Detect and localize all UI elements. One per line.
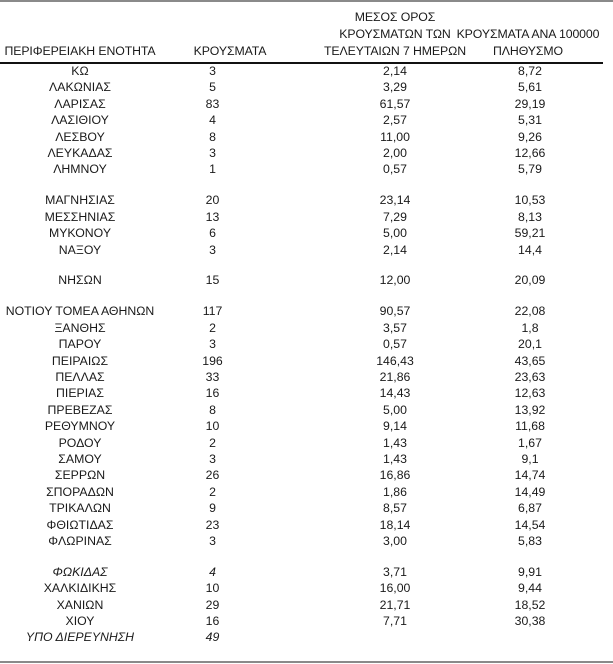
cell-per100k: 5,61: [518, 80, 542, 95]
cell-region: ΠΕΙΡΑΙΩΣ: [51, 353, 109, 368]
cell-region: ΣΠΟΡΑΔΩΝ: [46, 484, 114, 499]
cell-cases: 3: [209, 451, 216, 466]
cell-cases: 16: [205, 386, 220, 401]
cell-cases: 1: [209, 162, 216, 177]
cell-cases: 26: [205, 468, 220, 483]
cell-region: ΛΕΥΚΑΔΑΣ: [47, 145, 113, 160]
cell-cases: 3: [209, 337, 216, 352]
cell-avg7: 18,14: [379, 517, 411, 532]
cell-per100k: 13,92: [514, 402, 546, 417]
cell-avg7: 3,71: [383, 564, 407, 579]
cell-avg7: 16,86: [379, 468, 411, 483]
table-row: [0, 517, 613, 533]
header-cases-line: ΚΡΟΥΣΜΑΤΑ: [193, 44, 267, 58]
cell-per100k: 9,44: [518, 581, 542, 596]
cell-region: ΦΩΚΙΔΑΣ: [52, 564, 108, 579]
cell-cases: 16: [205, 614, 220, 629]
cell-avg7: 14,43: [379, 386, 411, 401]
cell-region: ΤΡΙΚΑΛΩΝ: [49, 501, 111, 516]
cell-per100k: 14,54: [514, 517, 546, 532]
cell-per100k: 12,66: [514, 145, 546, 160]
cell-cases: 20: [205, 193, 220, 208]
cell-cases: 5: [209, 80, 216, 95]
table-row: [0, 320, 613, 336]
cell-avg7: 7,29: [383, 209, 407, 224]
cell-avg7: 2,57: [383, 113, 407, 128]
cell-cases: 49: [205, 630, 220, 645]
header-avg7-line-1: ΜΕΣΟΣ ΟΡΟΣ: [354, 10, 436, 24]
table-row: [0, 209, 613, 225]
header-avg7-line-2: ΚΡΟΥΣΜΑΤΩΝ ΤΩΝ: [339, 27, 451, 41]
table-row: [0, 451, 613, 467]
cell-per100k: 22,08: [514, 304, 546, 319]
cell-per100k: 59,21: [514, 226, 546, 241]
cell-region: ΝΗΣΩΝ: [58, 273, 102, 288]
cell-per100k: 8,72: [518, 64, 542, 78]
table-row: [0, 369, 613, 385]
cell-region: ΛΗΜΝΟΥ: [53, 162, 107, 177]
cell-per100k: 14,74: [514, 468, 546, 483]
cell-per100k: 29,19: [514, 96, 546, 111]
cell-avg7: 3,00: [383, 533, 407, 548]
table-row: [0, 112, 613, 128]
cell-avg7: 1,43: [383, 435, 407, 450]
cell-region: ΜΥΚΟΝΟΥ: [48, 226, 112, 241]
cell-region: ΧΙΟΥ: [65, 614, 95, 629]
table-row: [0, 129, 613, 145]
table-body: [0, 63, 613, 646]
cell-cases: 3: [209, 145, 216, 160]
header-per100k: [448, 26, 608, 60]
cell-cases: 2: [209, 484, 216, 499]
cell-per100k: 20,1: [518, 337, 542, 352]
cell-region: ΧΑΛΚΙΔΙΚΗΣ: [43, 581, 117, 596]
cell-per100k: 5,79: [518, 162, 542, 177]
cell-cases: 9: [209, 501, 216, 516]
table-row: [0, 484, 613, 500]
table-row: [0, 242, 613, 258]
table-header: [0, 0, 613, 62]
cell-cases: 3: [209, 64, 216, 78]
cell-per100k: 10,53: [514, 193, 546, 208]
cell-per100k: 23,63: [514, 370, 546, 385]
cell-avg7: 61,57: [379, 96, 411, 111]
table-row: [0, 161, 613, 177]
cell-avg7: 90,57: [379, 304, 411, 319]
header-cases: [180, 43, 280, 60]
cell-per100k: 18,52: [514, 597, 546, 612]
spacer-row: [0, 178, 613, 193]
cell-avg7: 1,86: [383, 484, 407, 499]
cell-region: ΠΡΕΒΕΖΑΣ: [47, 402, 113, 417]
cell-cases: 3: [209, 533, 216, 548]
cell-per100k: 30,38: [514, 614, 546, 629]
cell-region: ΜΕΣΣΗΝΙΑΣ: [44, 209, 116, 224]
cell-per100k: 12,63: [514, 386, 546, 401]
cell-cases: 8: [209, 129, 216, 144]
cell-cases: 2: [209, 435, 216, 450]
cell-per100k: 5,31: [518, 113, 542, 128]
cell-cases: 3: [209, 242, 216, 257]
cell-cases: 4: [209, 113, 216, 128]
cell-avg7: 21,86: [379, 370, 411, 385]
cell-region: ΛΑΡΙΣΑΣ: [54, 96, 106, 111]
cell-region: ΦΘΙΩΤΙΔΑΣ: [46, 517, 114, 532]
table-row: [0, 435, 613, 451]
cell-avg7: 11,00: [380, 129, 410, 144]
cell-cases: 15: [205, 273, 220, 288]
cell-region: ΠΙΕΡΙΑΣ: [56, 386, 104, 401]
cell-region: ΡΕΘΥΜΝΟΥ: [44, 419, 116, 434]
header-avg7-line-3: ΤΕΛΕΥΤΑΙΩΝ 7 ΗΜΕΡΩΝ: [324, 44, 466, 58]
table-row: [0, 303, 613, 319]
table-row: [0, 533, 613, 549]
table-row: [0, 613, 613, 629]
table-row: [0, 564, 613, 580]
header-per100k-line-1: ΚΡΟΥΣΜΑΤΑ ΑΝΑ 100000: [456, 27, 600, 41]
cell-region: ΥΠΟ ΔΙΕΡΕΥΝΗΣΗ: [25, 630, 135, 645]
cell-region: ΞΑΝΘΗΣ: [54, 320, 106, 335]
table-row: [0, 145, 613, 161]
cell-cases: 29: [205, 597, 220, 612]
cell-per100k: 43,65: [514, 353, 546, 368]
spacer-row: [0, 258, 613, 273]
cell-region: ΛΑΚΩΝΙΑΣ: [49, 80, 111, 95]
cell-avg7: 9,14: [383, 419, 407, 434]
cell-avg7: 5,00: [383, 226, 407, 241]
cell-avg7: 5,00: [383, 402, 407, 417]
cell-region: ΛΕΣΒΟΥ: [55, 129, 105, 144]
cell-per100k: 6,87: [518, 501, 542, 516]
table-row: [0, 336, 613, 352]
cell-avg7: 2,14: [383, 64, 407, 78]
cell-avg7: 3,57: [383, 320, 407, 335]
cell-region: ΠΑΡΟΥ: [58, 337, 102, 352]
table-row: [0, 402, 613, 418]
table-row: [0, 500, 613, 516]
cell-region: ΦΛΩΡΙΝΑΣ: [48, 533, 112, 548]
cell-avg7: 3,29: [383, 80, 407, 95]
table-row: [0, 192, 613, 208]
cell-region: ΡΟΔΟΥ: [58, 435, 102, 450]
cell-per100k: 11,68: [515, 419, 545, 434]
cell-cases: 196: [202, 353, 223, 368]
spacer-row: [0, 549, 613, 564]
cell-avg7: 12,00: [379, 273, 411, 288]
cell-cases: 10: [205, 419, 220, 434]
cell-cases: 10: [205, 581, 220, 596]
table-row: [0, 225, 613, 241]
cell-avg7: 2,00: [383, 145, 407, 160]
table-row: [0, 580, 613, 596]
table-row: [0, 418, 613, 434]
cell-region: ΠΕΛΛΑΣ: [55, 370, 105, 385]
cell-per100k: 9,26: [518, 129, 542, 144]
cell-cases: 23: [205, 517, 220, 532]
table-row: [0, 467, 613, 483]
table-row: [0, 79, 613, 95]
table-row: [0, 272, 613, 288]
cell-cases: 2: [209, 320, 216, 335]
table-row: [0, 597, 613, 613]
cell-cases: 33: [205, 370, 220, 385]
cell-avg7: 0,57: [383, 162, 407, 177]
cell-region: ΧΑΝΙΩΝ: [56, 597, 104, 612]
cell-cases: 4: [209, 564, 216, 579]
table-row: [0, 385, 613, 401]
cell-cases: 6: [209, 226, 216, 241]
cell-avg7: 16,00: [379, 581, 411, 596]
header-per100k-line-2: ΠΛΗΘΥΣΜΟ: [493, 44, 563, 58]
cell-per100k: 9,1: [521, 451, 539, 466]
cell-avg7: 7,71: [383, 614, 407, 629]
header-region-line: ΠΕΡΙΦΕΡΕΙΑΚΗ ΕΝΟΤΗΤΑ: [4, 44, 156, 58]
cell-avg7: 0,57: [383, 337, 407, 352]
cell-per100k: 1,8: [521, 320, 539, 335]
cell-region: ΝΟΤΙΟΥ ΤΟΜΕΑ ΑΘΗΝΩΝ: [5, 304, 155, 319]
table-row: [0, 353, 613, 369]
cell-avg7: 2,14: [383, 242, 407, 257]
cell-per100k: 14,4: [518, 242, 542, 257]
cell-per100k: 9,91: [518, 564, 542, 579]
cell-avg7: 8,57: [383, 501, 407, 516]
cell-avg7: 23,14: [379, 193, 411, 208]
cell-region: ΣΑΜΟΥ: [58, 451, 102, 466]
cell-per100k: 14,49: [514, 484, 546, 499]
cell-region: ΣΕΡΡΩΝ: [54, 468, 106, 483]
bottom-border: [0, 661, 613, 663]
cell-cases: 83: [205, 96, 220, 111]
cell-cases: 8: [209, 402, 216, 417]
cell-avg7: 1,43: [383, 451, 407, 466]
cell-region: ΛΑΣΙΘΙΟΥ: [51, 113, 109, 128]
cell-per100k: 8,13: [518, 209, 542, 224]
cell-per100k: 1,67: [518, 435, 542, 450]
cell-cases: 13: [205, 209, 220, 224]
cell-cases: 117: [202, 304, 223, 319]
table-row: [0, 63, 613, 79]
table-row: [0, 629, 613, 645]
cell-per100k: 20,09: [514, 273, 546, 288]
cell-region: ΜΑΓΝΗΣΙΑΣ: [45, 193, 115, 208]
spacer-row: [0, 289, 613, 304]
header-region: [0, 43, 160, 60]
table-row: [0, 96, 613, 112]
cell-per100k: 5,83: [518, 533, 542, 548]
cell-avg7: 21,71: [379, 597, 411, 612]
cell-region: ΝΑΞΟΥ: [58, 242, 102, 257]
cell-region: ΚΩ: [71, 64, 89, 78]
cell-avg7: 146,43: [376, 353, 414, 368]
